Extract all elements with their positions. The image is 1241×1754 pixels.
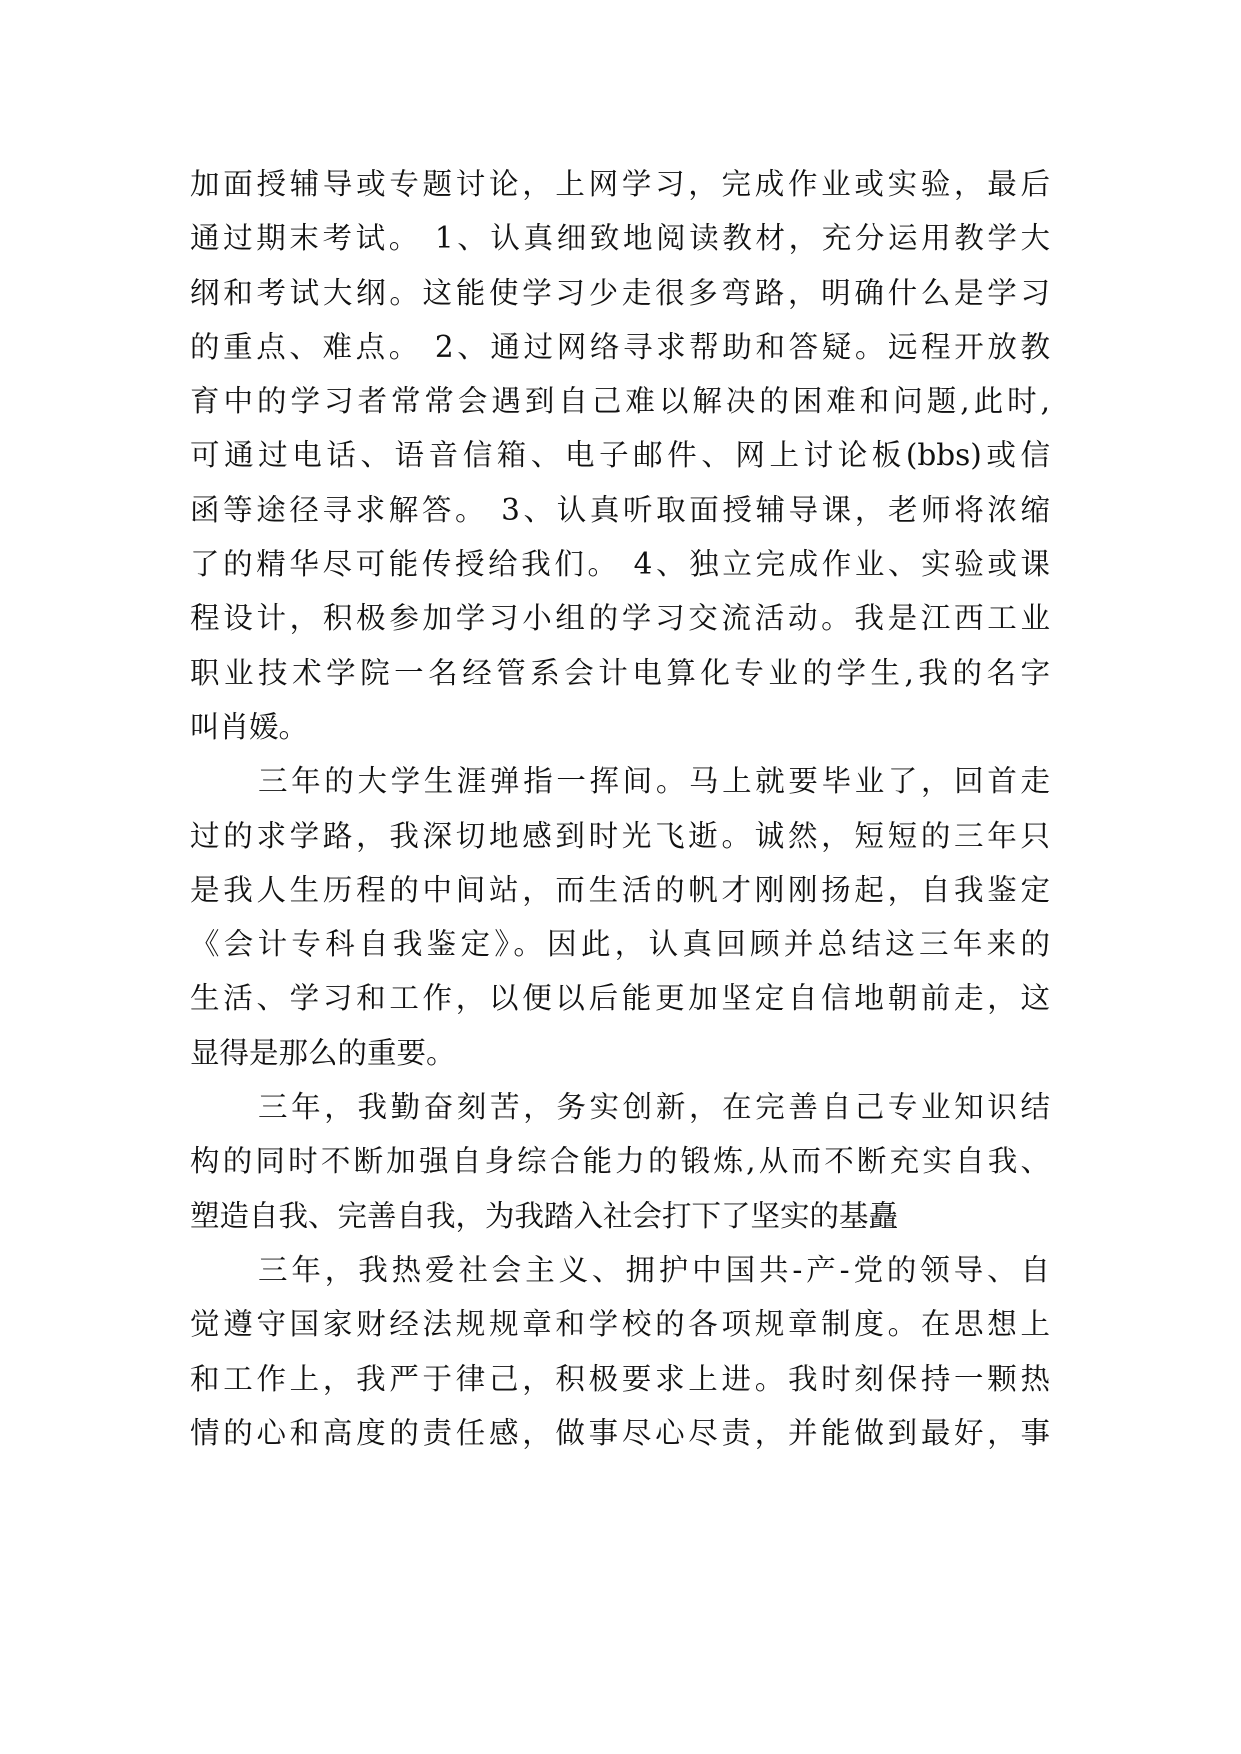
text-line: 函等途径寻求解答。 3、认真听取面授辅导课，老师将浓缩 — [190, 492, 1050, 527]
text-line: 构的同时不断加强自身综合能力的锻炼,从而不断充实自我、 — [190, 1144, 1050, 1179]
text-line: 《会计专科自我鉴定》。因此，认真回顾并总结这三年来的 — [190, 927, 1050, 962]
text-line: 加面授辅导或专题讨论，上网学习，完成作业或实验，最后 — [190, 167, 1050, 201]
text-line: 显得是那么的重要。 — [190, 1035, 456, 1070]
text-line: 三年，我热爱社会主义、拥护中国共-产-党的领导、自 — [258, 1252, 1050, 1287]
text-line: 情的心和高度的责任感，做事尽心尽责，并能做到最好，事 — [190, 1415, 1050, 1450]
text-line: 塑造自我、完善自我，为我踏入社会打下了坚实的基矗 — [190, 1198, 899, 1233]
text-line: 的重点、难点。 2、通过网络寻求帮助和答疑。远程开放教 — [190, 329, 1050, 364]
text-line: 育中的学习者常常会遇到自己难以解决的困难和问题,此时, — [190, 384, 1050, 419]
text-line: 可通过电话、语音信箱、电子邮件、网上讨论板(bbs)或信 — [190, 438, 1050, 473]
text-line: 职业技术学院一名经管系会计电算化专业的学生,我的名字 — [190, 655, 1050, 690]
text-line: 通过期末考试。 1、认真细致地阅读教材，充分运用教学大 — [190, 221, 1050, 256]
text-line: 三年的大学生涯弹指一挥间。马上就要毕业了，回首走 — [258, 764, 1050, 799]
text-line: 程设计，积极参加学习小组的学习交流活动。我是江西工业 — [190, 601, 1050, 636]
text-line: 生活、学习和工作，以便以后能更加坚定自信地朝前走，这 — [190, 981, 1050, 1016]
text-line: 觉遵守国家财经法规规章和学校的各项规章制度。在思想上 — [190, 1307, 1050, 1342]
body-text — [190, 157, 1050, 1460]
text-line: 和工作上，我严于律己，积极要求上进。我时刻保持一颗热 — [190, 1361, 1050, 1396]
text-line: 纲和考试大纲。这能使学习少走很多弯路，明确什么是学习 — [190, 275, 1050, 310]
text-line: 是我人生历程的中间站，而生活的帆才刚刚扬起，自我鉴定 — [190, 872, 1050, 907]
text-line: 叫肖媛。 — [190, 709, 309, 744]
text-line: 了的精华尽可能传授给我们。 4、独立完成作业、实验或课 — [190, 547, 1050, 582]
text-line: 过的求学路，我深切地感到时光飞逝。诚然，短短的三年只 — [190, 818, 1050, 853]
text-line: 三年，我勤奋刻苦，务实创新，在完善自己专业知识结 — [258, 1090, 1050, 1125]
